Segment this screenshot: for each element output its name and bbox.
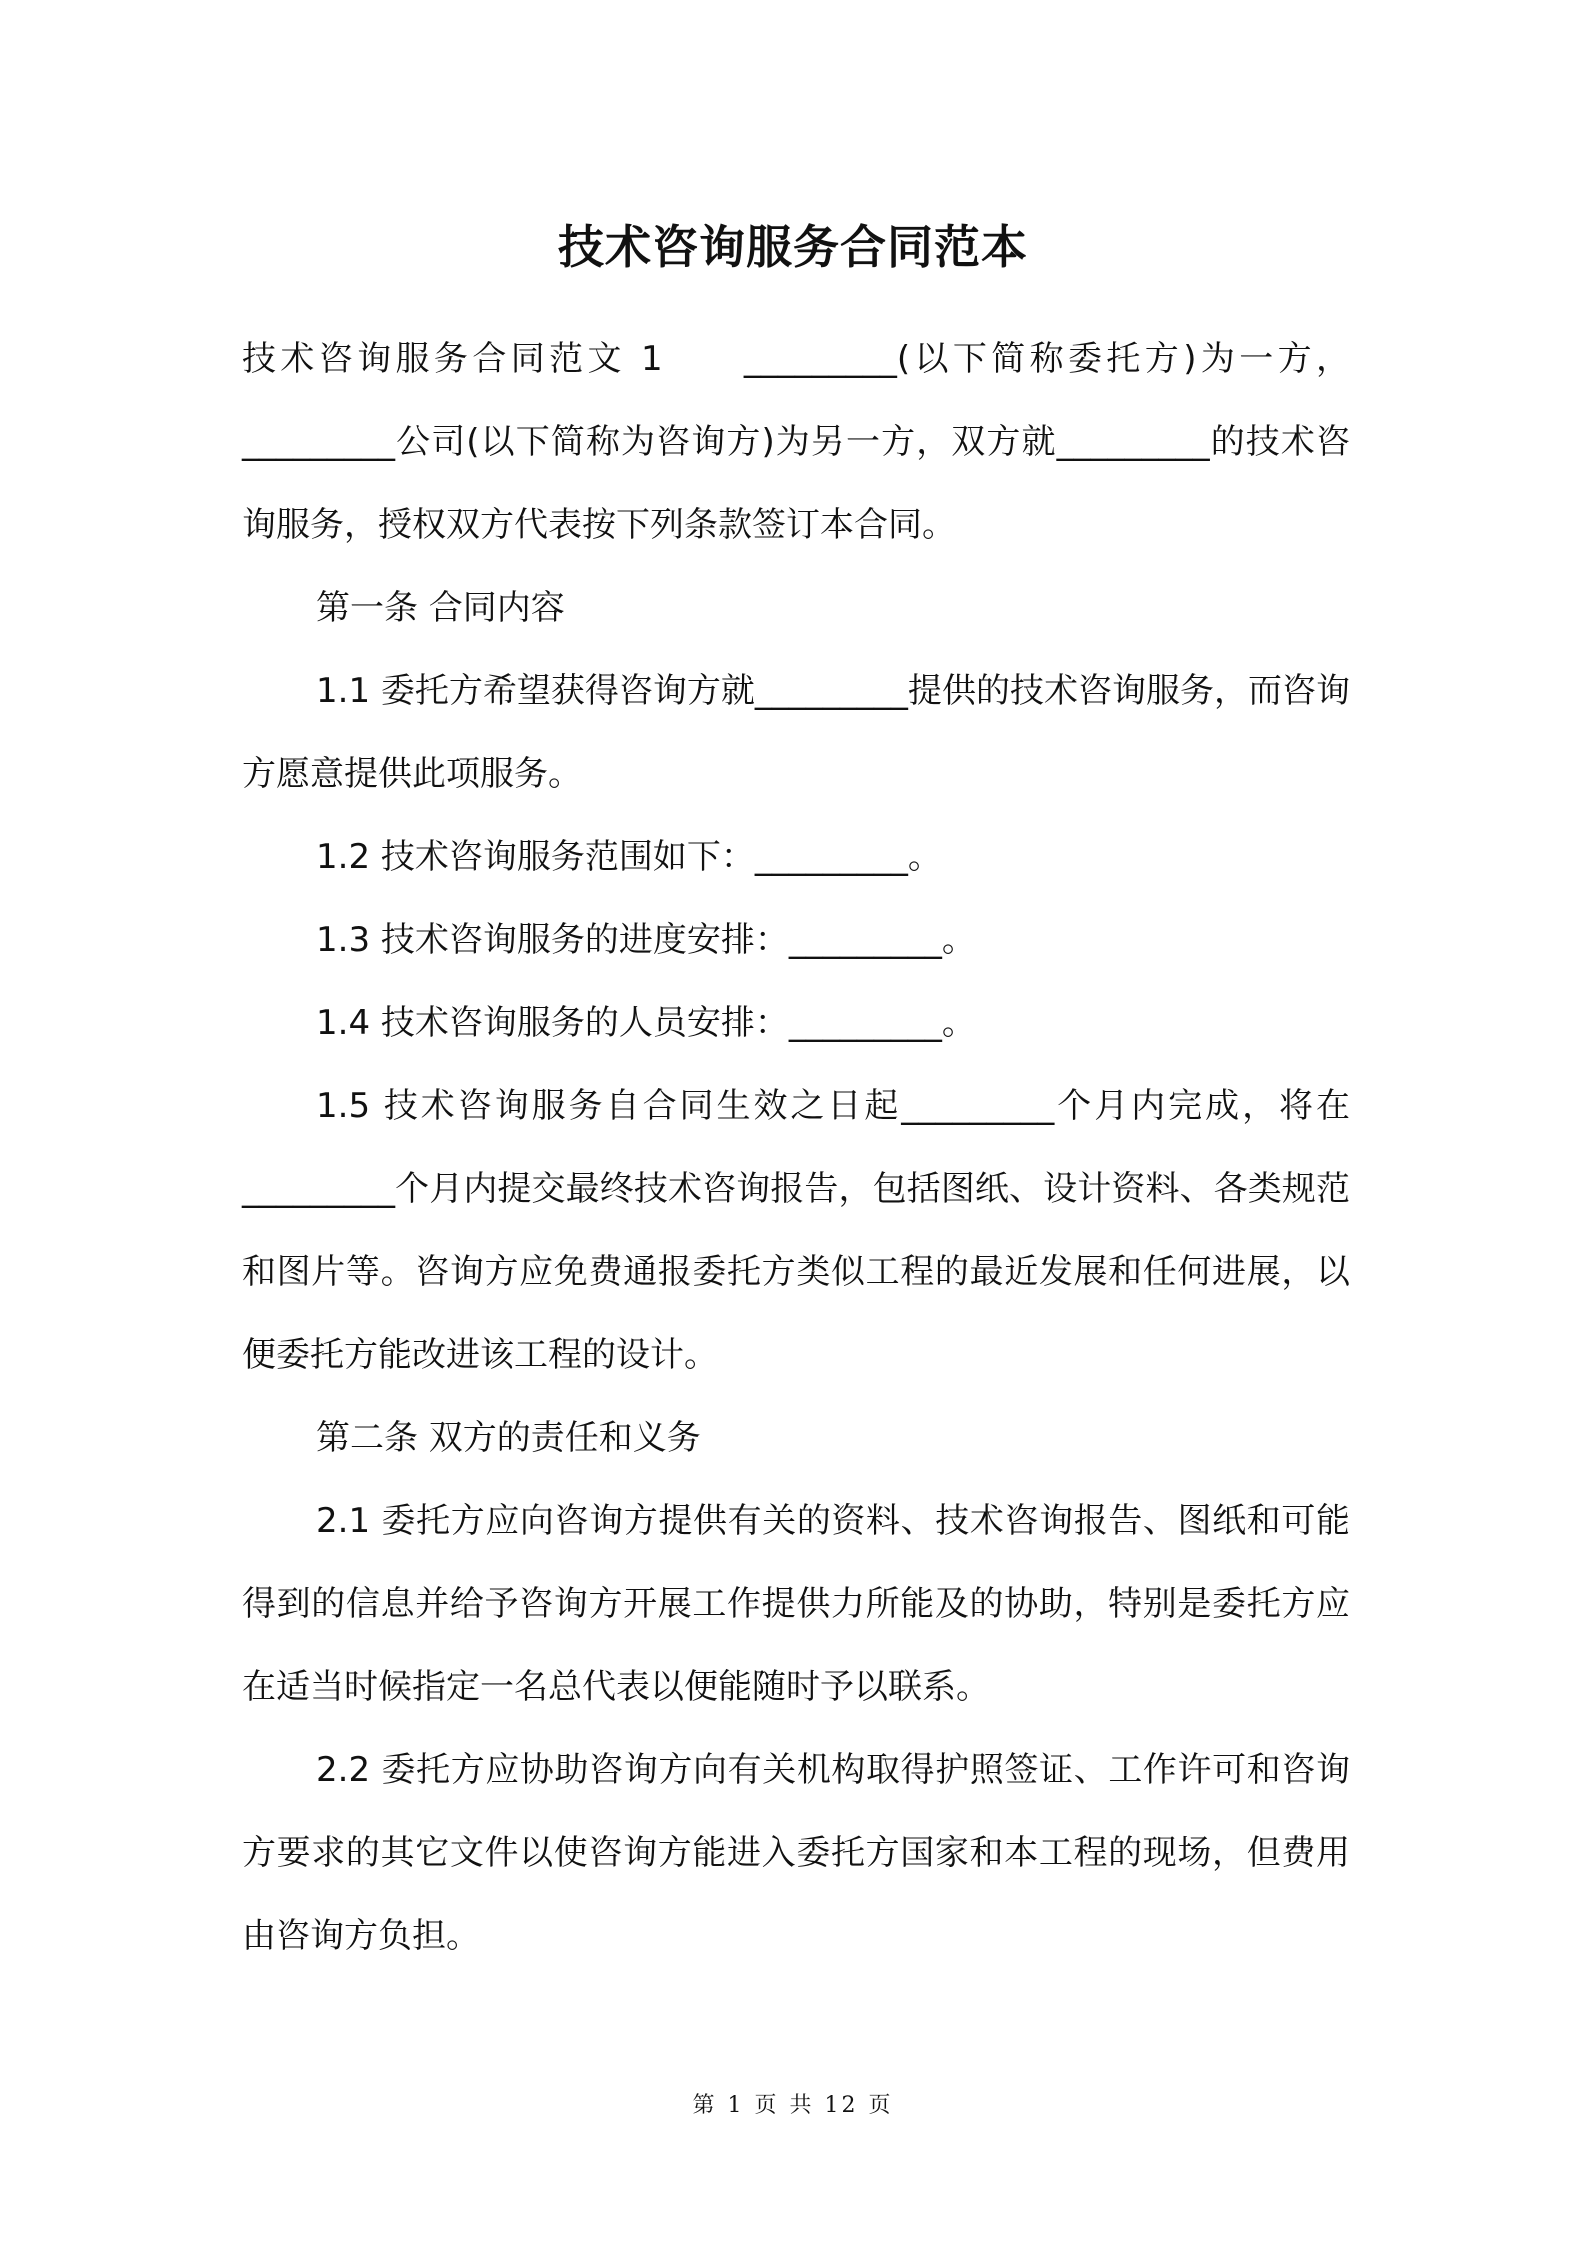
clause-1-2: 1.2 技术咨询服务范围如下：_________。 [316,837,942,877]
clause-1-5: 1.5 技术咨询服务自合同生效之日起_________个月内完成，将在_________个月内提交最终技术咨询报告，包括图纸、设计资料、各类规范和图片等。咨询方应免费通报委托方类似工程的最近发展和任何进展，以便委托方能改进该工程的设计。 [242,1086,1350,1375]
document-title: 技术咨询服务合同范本 [558,220,1028,274]
clause-1-1: 1.1 委托方希望获得咨询方就_________提供的技术咨询服务，而咨询方愿意提供此项服务。 [242,671,1350,794]
clause-2-1: 2.1 委托方应向咨询方提供有关的资料、技术咨询报告、图纸和可能得到的信息并给予咨询方开展工作提供力所能及的协助，特别是委托方应在适当时候指定一名总代表以便能随时予以联系。 [242,1501,1350,1707]
clause-1-3: 1.3 技术咨询服务的进度安排：_________。 [316,920,976,960]
clause-1-4: 1.4 技术咨询服务的人员安排：_________。 [316,1003,976,1043]
page-footer: 第 1 页 共 12 页 [692,2093,894,2118]
intro-paragraph: 技术咨询服务合同范文 1 _________(以下简称委托方)为一方，_________公司(以下简称为咨询方)为另一方，双方就_________的技术咨询服务，授权双方代表按下列条款签订本合同。 [242,339,1350,545]
section-heading-2: 第二条 双方的责任和义务 [316,1418,701,1458]
document-body [242,318,1350,1978]
clause-2-2: 2.2 委托方应协助咨询方向有关机构取得护照签证、工作许可和咨询方要求的其它文件以使咨询方能进入委托方国家和本工程的现场，但费用由咨询方负担。 [242,1750,1350,1956]
section-heading-1: 第一条 合同内容 [316,588,565,628]
